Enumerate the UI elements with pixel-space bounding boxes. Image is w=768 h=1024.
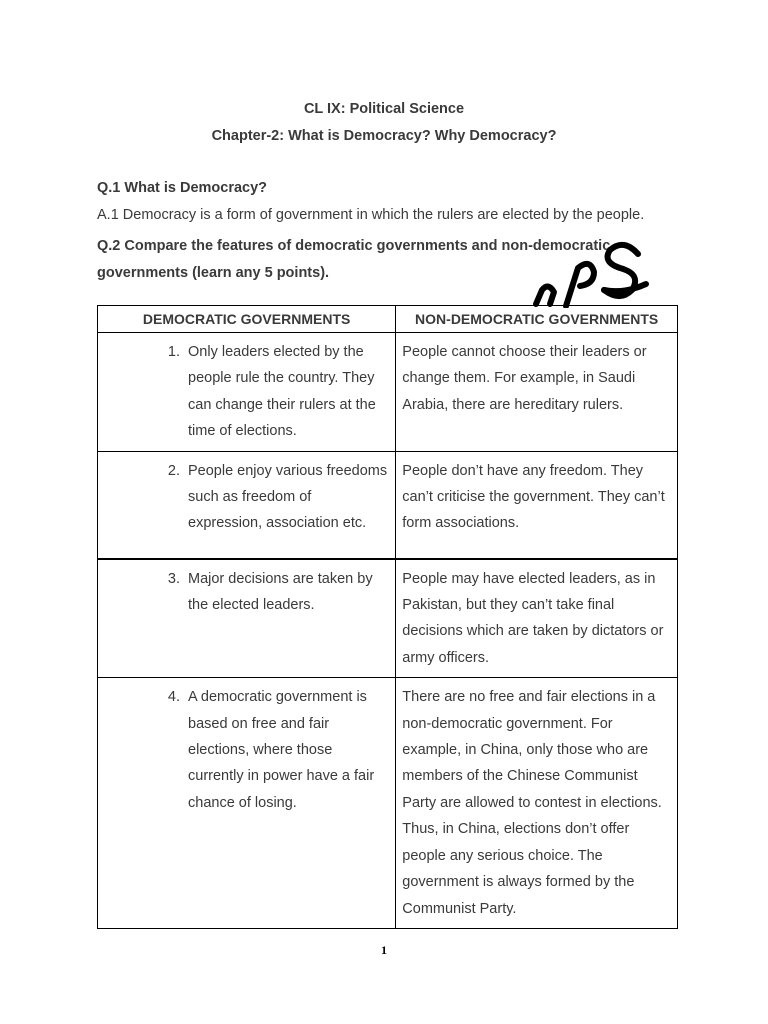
column-header-democratic: DEMOCRATIC GOVERNMENTS xyxy=(98,306,396,333)
table-row xyxy=(98,451,678,559)
row-number: 2. xyxy=(167,462,180,479)
democratic-text: People enjoy various freedoms such as freedom of expression, association etc. xyxy=(188,462,388,532)
democratic-cell xyxy=(98,451,396,559)
democratic-cell xyxy=(98,559,396,678)
non-democratic-cell xyxy=(396,678,678,929)
non-democratic-cell xyxy=(396,451,678,559)
column-header-non-democratic: NON-DEMOCRATIC GOVERNMENTS xyxy=(396,306,678,333)
democratic-text: Major decisions are taken by the elected leaders. xyxy=(188,570,373,614)
non-democratic-cell xyxy=(396,559,678,678)
non-democratic-text: People cannot choose their leaders or change them. For example, in Saudi Arabia, there are hereditary rulers. xyxy=(402,344,647,413)
non-democratic-cell xyxy=(396,333,678,452)
chapter-title: Chapter-2: What is Democracy? Why Democracy? xyxy=(211,128,557,144)
question-1: Q.1 What is Democracy? xyxy=(97,180,268,196)
democratic-cell xyxy=(98,333,396,452)
row-number: 3. xyxy=(167,570,180,587)
non-democratic-text: People don’t have any freedom. They can’t criticise the government. They can’t form associations. xyxy=(402,462,665,532)
democratic-text: A democratic government is based on free and fair elections, where those currently in power have a fair chance of losing. xyxy=(188,689,375,811)
course-title: CL IX: Political Science xyxy=(303,101,465,117)
democratic-cell xyxy=(98,678,396,929)
non-democratic-text: There are no free and fair elections in a non-democratic government. For example, in China, only those who are members of the Chinese Communist Party are allowed to contest in elections. Thus, in China, elections don’t offer people any serious choice. The government is always formed by the Communist Party. xyxy=(402,689,662,917)
dps-watermark-logo xyxy=(528,232,658,308)
table-row xyxy=(98,678,678,929)
page-number: 1 xyxy=(381,943,387,957)
non-democratic-text: People may have elected leaders, as in Pakistan, but they can’t take final decisions which are taken by dictators or army officers. xyxy=(402,570,664,666)
democratic-text: Only leaders elected by the people rule the country. They can change their rulers at the time of elections. xyxy=(188,344,376,440)
table-row xyxy=(98,559,678,678)
row-number: 4. xyxy=(167,689,180,706)
table-row xyxy=(98,333,678,452)
answer-1: A.1 Democracy is a form of government in which the rulers are elected by the people. xyxy=(97,207,645,223)
question-2: Q.2 Compare the features of democratic governments and non-democratic governments (learn any 5 points). xyxy=(97,238,611,281)
row-number: 1. xyxy=(167,344,180,360)
comparison-table xyxy=(97,305,678,929)
